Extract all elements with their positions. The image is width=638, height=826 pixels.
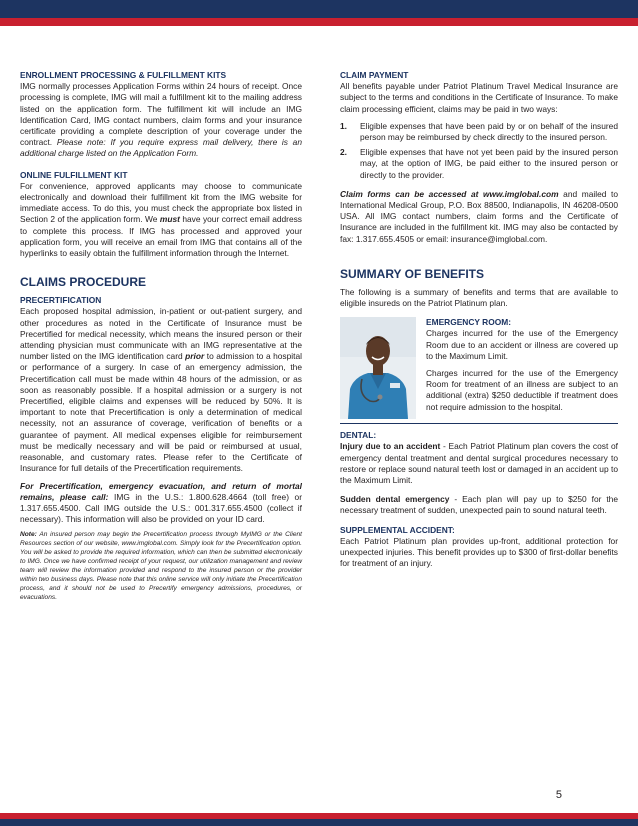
online-heading: ONLINE FULFILLMENT KIT (20, 169, 128, 180)
emergency-room-block (340, 317, 618, 419)
doctor-photo (340, 317, 416, 419)
dental-sudden-label: Sudden dental emergency (340, 494, 450, 505)
claim-forms-link[interactable]: Claim forms can be accessed at www.imglobal.com (340, 188, 559, 199)
divider (340, 423, 618, 424)
precert-note-text: An insured person may begin the Precertification process through MyIMG or the Client Resources section of our website, www.imglobal.com. Simply look for the Precertification option. You will be asked to provide the required information, which can then be submitted electronically to IMG. Once we have confirmed receipt of your request, our utilization management and review team will review the information provided and respond to the insured person or the provider within two business days. Please note that this online service will only initiate the Precertification process, and it should not be used to Precertify emergency admissions, procedures, or evacuations. (20, 531, 302, 601)
enrollment-text: IMG normally processes Application Forms within 24 hours of receipt. Once processing is complete, IMG will mail a fulfillment kit to the mailing address listed on the application form. The fulfillment kit will include an IMG Identification Card, IMG contact numbers, claim forms and your insurance certificate providing a complete description of your coverage under the contract. (20, 81, 302, 148)
precert-text-b: to admission to a hospital or performance of a surgery. In case of an emergency admission, the Precertification call must be made within 48 hours of the admission, or as soon as reasonably possible. If a hospital admission or a surgery is not Precertified, eligible claims and expenses will be reduced by 50%. It is important to note that Precertification is only a determination of medical necessity, not an assurance of coverage, verification of benefits or a guarantee of payment. All medical expenses eligible for reimbursement must be medically necessary and will be paid or reimbursed at usual, reasonable, and customary rates. Please refer to the Certificate of Insurance for full details of the Precertification requirements. (20, 351, 302, 474)
header-band-red (0, 18, 638, 26)
dental-sudden-text: - Each plan will pay up to $250 for the necessary treatment of sudden, unexpected pain to sound natural teeth. (340, 494, 618, 516)
precert-call-text: IMG in the U.S.: 1.800.628.4664 (toll free) or 1.317.655.4500. Call IMG outside the U.S.: 001.317.655.4500 (collect if necessary). This information will also be provided on your ID card. (20, 491, 302, 525)
supplemental-heading: SUPPLEMENTAL ACCIDENT: (340, 524, 455, 535)
dental-accident-label: Injury due to an accident (340, 441, 441, 452)
header-band-navy (0, 0, 638, 18)
online-text-b: have your correct email address to complete this process. If IMG has processed and approved your application form, you will receive an email from IMG that contains all of the hyperlinks to easily obtain the fulfillment information through the Internet. (20, 214, 302, 259)
dental-heading: DENTAL: (340, 430, 377, 441)
summary-heading: SUMMARY OF BENEFITS (340, 266, 485, 281)
emergency-room-text (424, 317, 618, 419)
claim-forms-info (340, 189, 618, 245)
emergency-room-p2: Charges incurred for the use of the Emergency Room for treatment of an illness are subject to an additional (extra) $250 deductible if treatment does not require admission to the hospital. (426, 368, 618, 412)
emergency-room-p1: Charges incurred for the use of the Emergency Room due to an accident or illness are covered up to the Maximum Limit. (426, 328, 618, 361)
footer-band-navy (0, 819, 638, 826)
claim-payment-heading: CLAIM PAYMENT (340, 70, 409, 80)
right-column (340, 70, 618, 569)
precert-body (20, 306, 302, 474)
online-body (20, 181, 302, 259)
claim-payment-body: All benefits payable under Patriot Platinum Travel Medical Insurance are subject to the terms and conditions in the Certificate of Insurance. To make claim processing efficient, claims may be paid in two ways: (340, 81, 618, 114)
list-item-number: 1. (340, 120, 347, 131)
precert-heading: PRECERTIFICATION (20, 295, 102, 306)
list-item (340, 147, 618, 181)
claim-payment-list (340, 121, 618, 181)
precert-note (20, 531, 302, 602)
list-item (340, 121, 618, 143)
dental-accident (340, 441, 618, 486)
precert-call (20, 481, 302, 526)
claim-forms-text: and mailed to International Medical Group, P.O. Box 88500, Indianapolis, IN 46208-0500 USA. All IMG contact numbers, claim forms and the Certificate of Insurance are included in the fulfillment kit. IMG may also be contacted by fax: 1.317.655.4505 or email: insurance@imglobal.com. (340, 188, 618, 244)
precert-call-bold: For Precertification, emergency evacuation, and return of mortal remains, please call: (20, 480, 302, 502)
list-item-text: Eligible expenses that have been paid by or on behalf of the insured person may be reimbursed by check directly to the insured person. (360, 120, 618, 143)
page-number: 5 (555, 789, 562, 801)
left-column (20, 70, 302, 603)
summary-intro: The following is a summary of benefits and terms that are available to eligible insureds on the Patriot Platinum plan. (340, 286, 618, 309)
emergency-room-heading: EMERGENCY ROOM: (426, 317, 511, 328)
enrollment-body (20, 81, 302, 159)
enrollment-note: Please note: If you require express mail delivery, there is an additional charge listed on the Application Form. (20, 137, 302, 159)
enrollment-heading: ENROLLMENT PROCESSING & FULFILLMENT KITS (20, 70, 227, 80)
precert-text-a: Each proposed hospital admission, in-patient or out-patient surgery, and other procedures as noted in the Certificate of Insurance must be Precertified for medical necessity, which means the insured person or their attending physician must communicate with an IMG representative at the number listed on the IMG identification card (20, 306, 302, 362)
dental-accident-text: - Each Patriot Platinum plan covers the cost of emergency dental treatment and dental surgical procedures necessary to restore or replace sound natural teeth lost or damaged in an accident up to the Maximum Limit. (340, 441, 619, 486)
claims-heading: CLAIMS PROCEDURE (20, 275, 147, 290)
list-item-number: 2. (340, 147, 347, 158)
precert-note-label: Note: (20, 531, 37, 539)
dental-sudden (340, 494, 618, 516)
supplemental-body: Each Patriot Platinum plan provides up-front, additional protection for unexpected injuries. This benefit provides up to $300 of first-dollar benefits for treatment of an injury. (340, 535, 618, 569)
precert-prior: prior (185, 351, 205, 362)
online-must: must (159, 214, 180, 225)
online-text-a: For convenience, approved applicants may choose to communicate electronically and download their fulfillment kit from the IMG website for immediate access. To do this, you must check the appropriate box listed in Section 2 of the application form. We (20, 180, 302, 225)
list-item-text: Eligible expenses that have not yet been paid by the insured person may, at the option of IMG, be paid either to the insured person or directly to the provider. (360, 147, 618, 180)
